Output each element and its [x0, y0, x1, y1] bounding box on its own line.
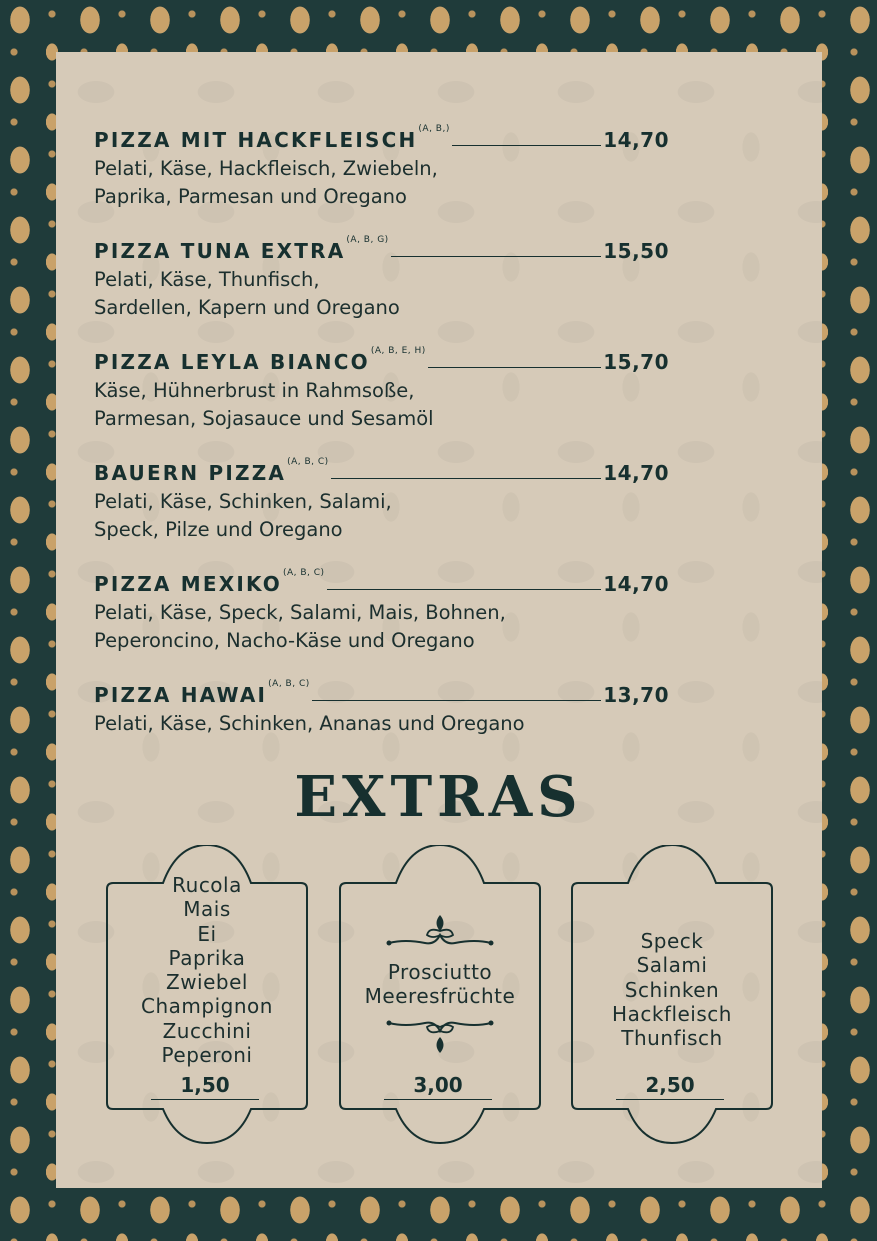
extras-item: Meeresfrüchte [364, 984, 516, 1009]
menu-item-description [94, 155, 669, 210]
menu-item-header [94, 124, 669, 152]
menu-item-description [94, 488, 669, 543]
menu-item [94, 568, 669, 654]
extras-item: Peperoni [161, 1043, 253, 1068]
extras-card [570, 845, 774, 1145]
menu-item-header [94, 346, 669, 374]
description-line: Sardellen, Kapern und Oregano [94, 295, 400, 319]
menu-item-name: PIZZA MEXIKO [94, 572, 282, 596]
description-line: Peperoncino, Nacho-Käse und Oregano [94, 628, 475, 652]
menu-item-header [94, 568, 669, 596]
extras-card [338, 845, 542, 1145]
menu-item-price: 15,50 [603, 239, 669, 263]
extras-card [105, 845, 309, 1145]
extras-item-list [338, 960, 542, 1009]
description-line: Paprika, Parmesan und Oregano [94, 184, 407, 208]
description-line: Pelati, Käse, Schinken, Ananas und Oregano [94, 712, 525, 735]
menu-item-price: 14,70 [603, 461, 669, 485]
description-line: Pelati, Käse, Thunfisch, [94, 268, 320, 291]
extras-price: 3,00 [384, 1073, 492, 1100]
description-line: Käse, Hühnerbrust in Rahmsoße, [94, 379, 415, 402]
extras-item-list [105, 873, 309, 1067]
menu-item-header [94, 235, 669, 263]
description-line: Parmesan, Sojasauce und Sesamöl [94, 406, 434, 430]
ornament-flourish-bottom-icon [385, 1015, 495, 1057]
extras-price: 1,50 [151, 1073, 259, 1100]
price-leader-line [452, 145, 601, 146]
extras-item: Rucola [172, 873, 242, 897]
extras-heading: EXTRAS [294, 764, 583, 830]
menu-item-allergens: (A, B, C) [287, 457, 329, 467]
extras-item: Speck [640, 929, 704, 953]
extras-item: Zucchini [162, 1018, 252, 1043]
extras-item: Thunfisch [621, 1026, 723, 1051]
menu-item-allergens: (A, B, C) [282, 568, 325, 578]
extras-item: Prosciutto [387, 960, 493, 984]
price-leader-line [428, 367, 601, 368]
menu-item-price: 14,70 [603, 128, 669, 152]
menu-item [94, 346, 669, 432]
menu-item-header [94, 457, 669, 485]
extras-item: Champignon [141, 994, 273, 1019]
menu-item-allergens: (A, B, E, H) [370, 346, 426, 356]
menu-item-price: 14,70 [603, 572, 669, 596]
menu-item-name: PIZZA TUNA EXTRA [94, 239, 346, 263]
menu-item-description [94, 599, 669, 654]
extras-item: Mais [183, 897, 231, 922]
menu-item-price: 13,70 [603, 683, 669, 707]
description-line: Pelati, Käse, Hackfleisch, Zwiebeln, [94, 157, 438, 180]
price-leader-line [331, 478, 602, 479]
menu-item [94, 124, 669, 210]
menu-item-name: PIZZA HAWAI [94, 683, 268, 707]
menu-item-price: 15,70 [603, 350, 669, 374]
extras-item-list [570, 929, 774, 1050]
menu-item-description [94, 266, 669, 321]
menu-item-name: PIZZA LEYLA BIANCO [94, 350, 370, 374]
menu-item-name: BAUERN PIZZA [94, 461, 287, 485]
menu-item [94, 235, 669, 321]
menu-item [94, 679, 669, 738]
price-leader-line [327, 589, 602, 590]
ornament-flourish-top-icon [385, 913, 495, 951]
menu-item [94, 457, 669, 543]
menu-item-description [94, 710, 669, 738]
extras-item: Paprika [168, 945, 246, 970]
extras-item: Zwiebel [166, 970, 248, 995]
price-leader-line [391, 256, 602, 257]
extras-item: Salami [636, 953, 708, 978]
menu-item-allergens: (A, B, C) [268, 679, 310, 689]
description-line: Speck, Pilze und Oregano [94, 517, 343, 541]
menu-item-allergens: (A, B, G) [346, 235, 389, 245]
extras-item: Ei [197, 921, 217, 946]
menu-item-allergens: (A, B,) [418, 124, 450, 134]
price-leader-line [312, 700, 601, 701]
description-line: Pelati, Käse, Schinken, Salami, [94, 490, 392, 513]
menu-item-name: PIZZA MIT HACKFLEISCH [94, 128, 418, 152]
description-line: Pelati, Käse, Speck, Salami, Mais, Bohnen, [94, 601, 506, 624]
extras-price: 2,50 [616, 1073, 724, 1100]
menu-item-description [94, 377, 669, 432]
extras-item: Schinken [624, 977, 720, 1002]
menu-item-header [94, 679, 669, 707]
extras-item: Hackfleisch [612, 1001, 732, 1026]
